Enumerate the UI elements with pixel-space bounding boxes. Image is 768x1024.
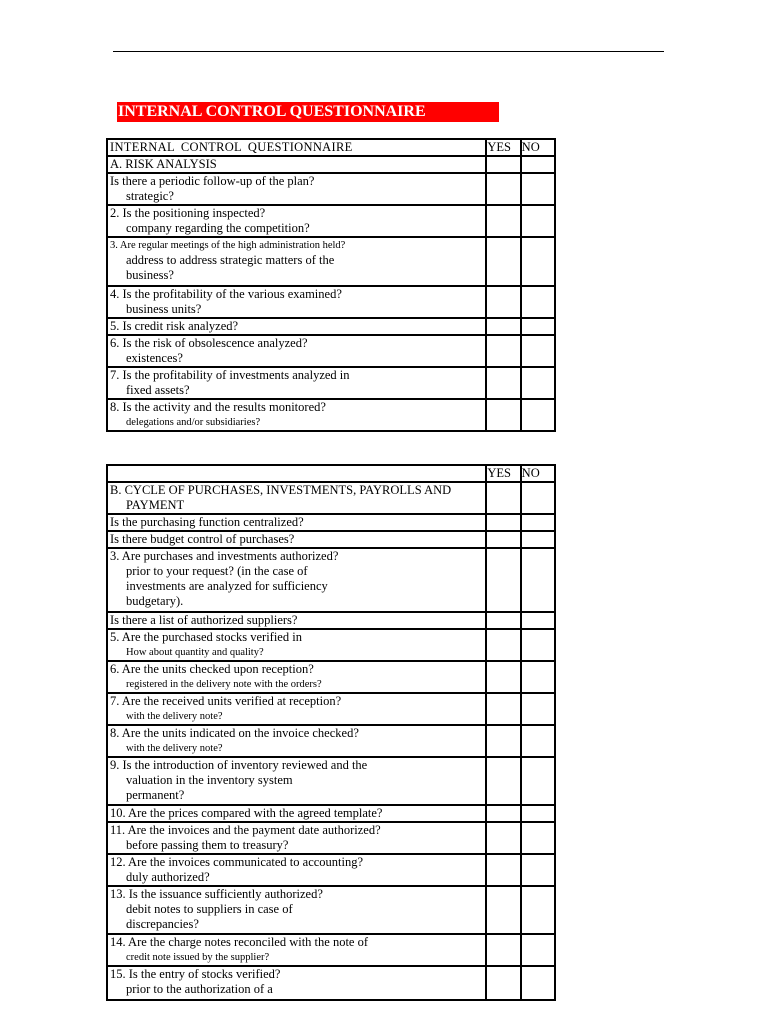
yes-checkbox-cell[interactable]	[486, 629, 520, 661]
table-header-blank	[107, 465, 486, 482]
yes-checkbox-cell[interactable]	[486, 286, 520, 318]
question-cell	[107, 399, 486, 431]
question-cell	[107, 286, 486, 318]
question-cell	[107, 822, 486, 854]
question-continuation: address to address strategic matters of the	[126, 253, 335, 267]
question-continuation: strategic?	[126, 189, 174, 203]
question-text: 3. Are regular meetings of the high administration held?	[110, 240, 346, 251]
question-row	[107, 237, 555, 286]
no-checkbox-cell[interactable]	[521, 693, 555, 725]
question-row	[107, 966, 555, 1000]
question-continuation: investments are analyzed for sufficiency	[126, 579, 328, 593]
question-continuation: budgetary).	[126, 594, 184, 608]
question-cell	[107, 335, 486, 367]
question-cell	[107, 886, 486, 934]
no-checkbox-cell[interactable]	[521, 514, 555, 531]
question-cell	[107, 661, 486, 693]
question-cell	[107, 367, 486, 399]
question-row	[107, 173, 555, 205]
no-checkbox-cell[interactable]	[521, 661, 555, 693]
question-cell	[107, 693, 486, 725]
no-cell	[521, 156, 555, 173]
question-cell	[107, 237, 486, 286]
risk-analysis-table	[106, 138, 556, 432]
question-text: 6. Are the units checked upon reception?	[110, 662, 314, 676]
question-text: Is there budget control of purchases?	[110, 532, 295, 546]
question-continuation: business?	[126, 268, 174, 282]
question-text: Is there a list of authorized suppliers?	[110, 613, 298, 627]
question-cell	[107, 854, 486, 886]
question-row	[107, 318, 555, 335]
question-text: 6. Is the risk of obsolescence analyzed?	[110, 336, 308, 350]
no-checkbox-cell[interactable]	[521, 548, 555, 612]
question-continuation: before passing them to treasury?	[126, 838, 289, 852]
question-text: 2. Is the positioning inspected?	[110, 206, 266, 220]
question-row	[107, 612, 555, 629]
question-row	[107, 886, 555, 934]
question-row	[107, 205, 555, 237]
question-continuation: company regarding the competition?	[126, 221, 310, 235]
question-row	[107, 854, 555, 886]
yes-checkbox-cell[interactable]	[486, 725, 520, 757]
no-checkbox-cell[interactable]	[521, 822, 555, 854]
question-text: 3. Are purchases and investments authorized?	[110, 549, 339, 563]
question-row	[107, 805, 555, 822]
no-cell	[521, 482, 555, 514]
yes-checkbox-cell[interactable]	[486, 757, 520, 805]
question-cell	[107, 934, 486, 966]
document-title: INTERNAL CONTROL QUESTIONNAIRE	[117, 102, 499, 122]
question-text: 14. Are the charge notes reconciled with the note of	[110, 935, 369, 949]
no-checkbox-cell[interactable]	[521, 399, 555, 431]
section-heading-row	[107, 482, 555, 514]
no-checkbox-cell[interactable]	[521, 629, 555, 661]
question-text: 15. Is the entry of stocks verified?	[110, 967, 281, 981]
question-continuation: with the delivery note?	[126, 711, 223, 722]
question-row	[107, 629, 555, 661]
question-row	[107, 934, 555, 966]
no-checkbox-cell[interactable]	[521, 286, 555, 318]
question-continuation: prior to your request? (in the case of	[126, 564, 308, 578]
question-cell	[107, 966, 486, 1000]
question-continuation: valuation in the inventory system	[126, 773, 293, 787]
no-checkbox-cell[interactable]	[521, 934, 555, 966]
question-cell	[107, 531, 486, 548]
question-continuation: business units?	[126, 302, 202, 316]
question-row	[107, 367, 555, 399]
question-continuation: debit notes to suppliers in case of	[126, 902, 293, 916]
question-continuation: with the delivery note?	[126, 743, 223, 754]
question-row	[107, 822, 555, 854]
question-cell	[107, 612, 486, 629]
yes-checkbox-cell[interactable]	[486, 205, 520, 237]
yes-checkbox-cell[interactable]	[486, 886, 520, 934]
top-rule	[113, 51, 664, 52]
no-checkbox-cell[interactable]	[521, 854, 555, 886]
yes-checkbox-cell[interactable]	[486, 966, 520, 1000]
yes-checkbox-cell[interactable]	[486, 173, 520, 205]
no-checkbox-cell[interactable]	[521, 531, 555, 548]
yes-checkbox-cell[interactable]	[486, 934, 520, 966]
question-cell	[107, 805, 486, 822]
question-cell	[107, 173, 486, 205]
no-checkbox-cell[interactable]	[521, 805, 555, 822]
yes-checkbox-cell[interactable]	[486, 805, 520, 822]
no-checkbox-cell[interactable]	[521, 237, 555, 286]
section-heading-continuation: PAYMENT	[126, 498, 185, 512]
question-continuation: fixed assets?	[126, 383, 190, 397]
question-continuation: registered in the delivery note with the orders?	[126, 679, 322, 690]
yes-checkbox-cell[interactable]	[486, 237, 520, 286]
question-text: 11. Are the invoices and the payment date authorized?	[110, 823, 381, 837]
question-continuation: discrepancies?	[126, 917, 199, 931]
no-checkbox-cell[interactable]	[521, 966, 555, 1000]
question-text: Is there a periodic follow-up of the plan?	[110, 174, 315, 188]
question-text: 5. Are the purchased stocks verified in	[110, 630, 302, 644]
no-checkbox-cell[interactable]	[521, 612, 555, 629]
yes-cell	[486, 482, 520, 514]
purchases-cycle-table	[106, 464, 556, 1001]
question-text: 9. Is the introduction of inventory reviewed and the	[110, 758, 368, 772]
yes-checkbox-cell[interactable]	[486, 367, 520, 399]
question-row	[107, 286, 555, 318]
yes-checkbox-cell[interactable]	[486, 531, 520, 548]
question-continuation: existences?	[126, 351, 183, 365]
no-column-header: NO	[521, 465, 555, 482]
yes-checkbox-cell[interactable]	[486, 514, 520, 531]
question-cell	[107, 548, 486, 612]
question-text: 10. Are the prices compared with the agreed template?	[110, 806, 383, 820]
question-continuation: prior to the authorization of a	[126, 982, 273, 996]
question-cell	[107, 205, 486, 237]
question-continuation: duly authorized?	[126, 870, 210, 884]
question-continuation: credit note issued by the supplier?	[126, 952, 270, 963]
table-header-row	[107, 465, 555, 482]
no-checkbox-cell[interactable]	[521, 886, 555, 934]
question-row	[107, 661, 555, 693]
question-cell	[107, 318, 486, 335]
no-checkbox-cell[interactable]	[521, 173, 555, 205]
yes-checkbox-cell[interactable]	[486, 399, 520, 431]
no-checkbox-cell[interactable]	[521, 335, 555, 367]
yes-cell	[486, 156, 520, 173]
question-continuation: How about quantity and quality?	[126, 647, 264, 658]
yes-checkbox-cell[interactable]	[486, 854, 520, 886]
question-text: 4. Is the profitability of the various examined?	[110, 287, 342, 301]
yes-checkbox-cell[interactable]	[486, 548, 520, 612]
question-text: 7. Are the received units verified at reception?	[110, 694, 342, 708]
question-text: 7. Is the profitability of investments analyzed in	[110, 368, 350, 382]
section-heading-row	[107, 156, 555, 173]
question-text: 13. Is the issuance sufficiently authorized?	[110, 887, 323, 901]
no-checkbox-cell[interactable]	[521, 318, 555, 335]
question-text: Is the purchasing function centralized?	[110, 515, 304, 529]
question-row	[107, 335, 555, 367]
question-cell	[107, 757, 486, 805]
no-column-header: NO	[521, 139, 555, 156]
question-row	[107, 399, 555, 431]
section-heading	[107, 482, 486, 514]
section-heading: A. RISK ANALYSIS	[107, 156, 486, 173]
no-checkbox-cell[interactable]	[521, 205, 555, 237]
no-checkbox-cell[interactable]	[521, 367, 555, 399]
table-header-title: INTERNAL CONTROL QUESTIONNAIRE	[107, 139, 486, 156]
no-checkbox-cell[interactable]	[521, 725, 555, 757]
question-cell	[107, 629, 486, 661]
section-heading-text: B. CYCLE OF PURCHASES, INVESTMENTS, PAYROLLS AND	[110, 483, 452, 497]
question-cell	[107, 514, 486, 531]
question-row	[107, 693, 555, 725]
question-cell	[107, 725, 486, 757]
yes-checkbox-cell[interactable]	[486, 335, 520, 367]
question-continuation: delegations and/or subsidiaries?	[126, 417, 261, 428]
yes-checkbox-cell[interactable]	[486, 693, 520, 725]
question-row	[107, 757, 555, 805]
question-text: 8. Are the units indicated on the invoice checked?	[110, 726, 359, 740]
yes-column-header: YES	[486, 139, 520, 156]
yes-column-header: YES	[486, 465, 520, 482]
question-text: 8. Is the activity and the results monitored?	[110, 400, 326, 414]
question-row	[107, 725, 555, 757]
yes-checkbox-cell[interactable]	[486, 612, 520, 629]
yes-checkbox-cell[interactable]	[486, 661, 520, 693]
question-text: 12. Are the invoices communicated to accounting?	[110, 855, 364, 869]
question-text: 5. Is credit risk analyzed?	[110, 319, 239, 333]
no-checkbox-cell[interactable]	[521, 757, 555, 805]
question-continuation: permanent?	[126, 788, 185, 802]
question-row	[107, 514, 555, 531]
question-row	[107, 531, 555, 548]
question-row	[107, 548, 555, 612]
table-header-row	[107, 139, 555, 156]
yes-checkbox-cell[interactable]	[486, 318, 520, 335]
yes-checkbox-cell[interactable]	[486, 822, 520, 854]
